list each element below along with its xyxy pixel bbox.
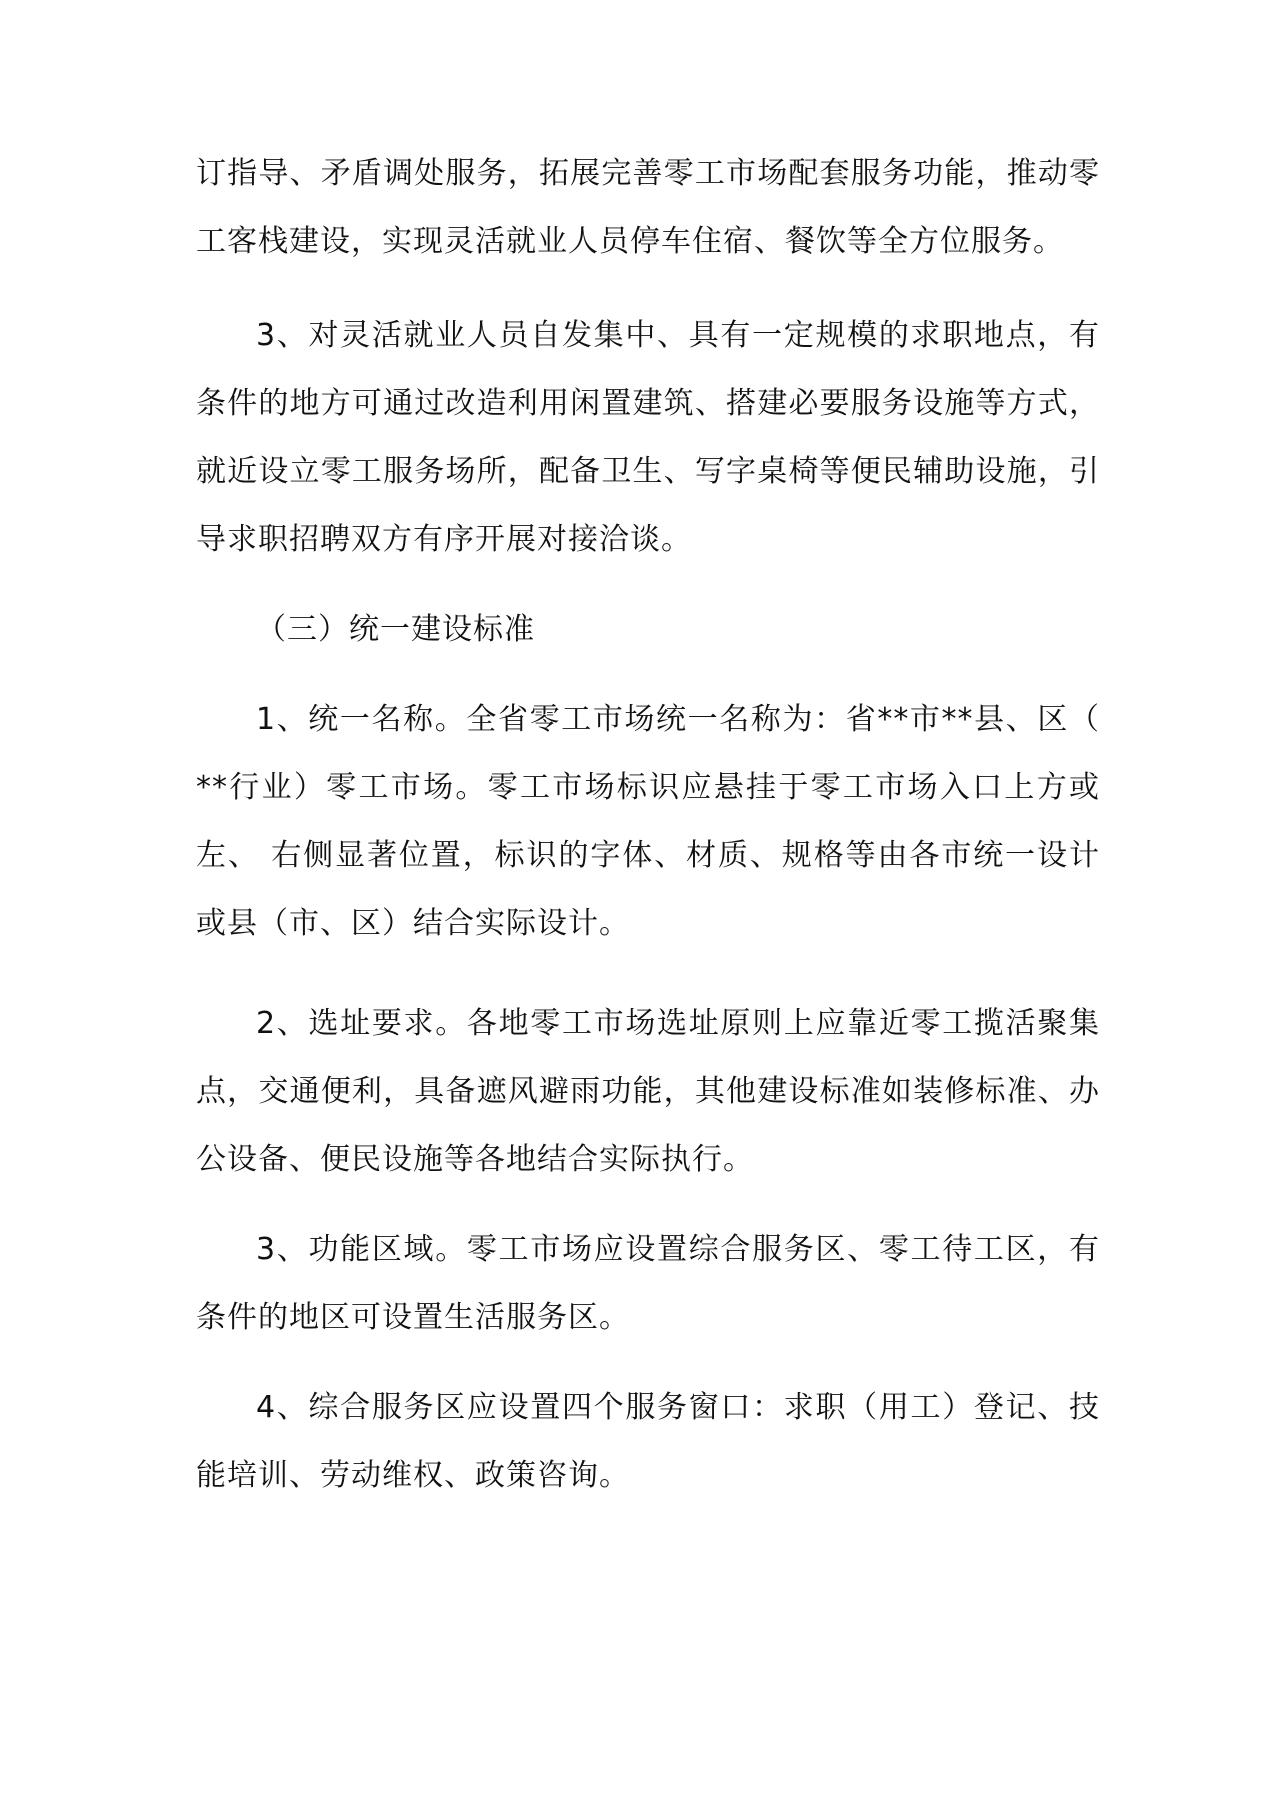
paragraph-continuation: 订指导、矛盾调处服务，拓展完善零工市场配套服务功能，推动零工客栈建设，实现灵活就业人员停车住宿、餐饮等全方位服务。 [196,156,1100,259]
section-heading: （三）统一建设标准 [256,612,535,647]
document-body [196,140,1100,1510]
paragraph-item-3-venues: 3、对灵活就业人员自发集中、具有一定规模的求职地点，有条件的地方可通过改造利用闲置建筑、搭建必要服务设施等方式，就近设立零工服务场所，配备卫生、写字桌椅等便民辅助设施，引导求职招聘双方有序开展对接洽谈。 [196,318,1100,557]
paragraph-item-1-naming: 1、统一名称。全省零工市场统一名称为：省**市**县、区（ **行业）零工市场。零工市场标识应悬挂于零工市场入口上方或左、 右侧显著位置，标识的字体、材质、规格等由各市统一设计或县（市、区）结合实际设计。 [196,702,1100,941]
paragraph-item-4-service-windows: 4、综合服务区应设置四个服务窗口：求职（用工）登记、技能培训、劳动维权、政策咨询。 [196,1390,1100,1493]
paragraph-item-2-site-selection: 2、选址要求。各地零工市场选址原则上应靠近零工揽活聚集点，交通便利，具备遮风避雨功能，其他建设标准如装修标准、办公设备、便民设施等各地结合实际执行。 [196,1006,1100,1177]
paragraph-item-3-functional-areas: 3、功能区域。零工市场应设置综合服务区、零工待工区，有条件的地区可设置生活服务区。 [196,1232,1100,1335]
